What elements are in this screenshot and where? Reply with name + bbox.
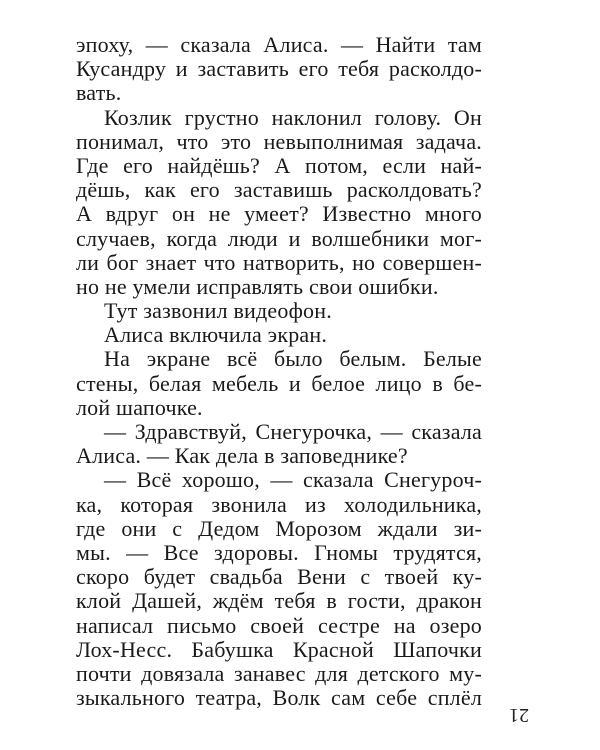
- text-line: Алиса включила экран.: [104, 322, 328, 348]
- text-line: — Всё хорошо, — сказала Снегуроч-: [104, 467, 482, 493]
- text-line: Тут зазвонил видеофон.: [104, 298, 332, 324]
- text-line: ка, которая звонила из холодильника,: [76, 491, 482, 517]
- text-line: На экране всё было белым. Белые: [104, 346, 482, 372]
- text-line: но не умели исправлять свои ошибки.: [76, 273, 439, 299]
- text-line: написал письмо своей сестре на озеро: [76, 612, 482, 638]
- text-line: зыкального театра, Волк сам себе сплёл: [76, 685, 482, 711]
- text-line: Козлик грустно наклонил голову. Он: [104, 104, 482, 130]
- text-line: мы. — Все здоровы. Гномы трудятся,: [76, 539, 482, 565]
- page-text: [76, 33, 482, 710]
- text-line: стены, белая мебель и белое лицо в бе-: [76, 370, 482, 396]
- text-line: ли бог знает что натворить, но совершен-: [76, 249, 482, 275]
- text-line: Кусандру и заставить его тебя расколдо-: [76, 56, 482, 82]
- text-line: почти довязала занавес для детского му-: [76, 660, 482, 686]
- text-line: скоро будет свадьба Вени с твоей ку-: [76, 564, 482, 590]
- text-line: Где его найдёшь? А потом, если най-: [76, 152, 482, 178]
- text-line: Лох-Несс. Бабушка Красной Шапочки: [76, 636, 482, 662]
- page-number: 21: [509, 704, 529, 726]
- text-line: эпоху, — сказала Алиса. — Найти там: [76, 32, 482, 57]
- text-line: случаев, когда люди и волшебники мог-: [76, 225, 482, 251]
- text-line: Алиса. — Как дела в заповеднике?: [76, 443, 408, 469]
- text-line: понимал, что это невыполнимая задача.: [76, 128, 482, 154]
- text-line: дёшь, как его заставишь расколдовать?: [76, 177, 482, 203]
- text-line: клой Дашей, ждём тебя в гости, дракон: [76, 588, 482, 614]
- text-line: где они с Дедом Морозом ждали зи-: [76, 515, 482, 541]
- text-line: лой шапочке.: [76, 394, 203, 420]
- text-line: — Здравствуй, Снегурочка, — сказала: [104, 419, 482, 444]
- text-line: А вдруг он не умеет? Известно много: [76, 201, 482, 227]
- text-line: вать.: [76, 80, 122, 106]
